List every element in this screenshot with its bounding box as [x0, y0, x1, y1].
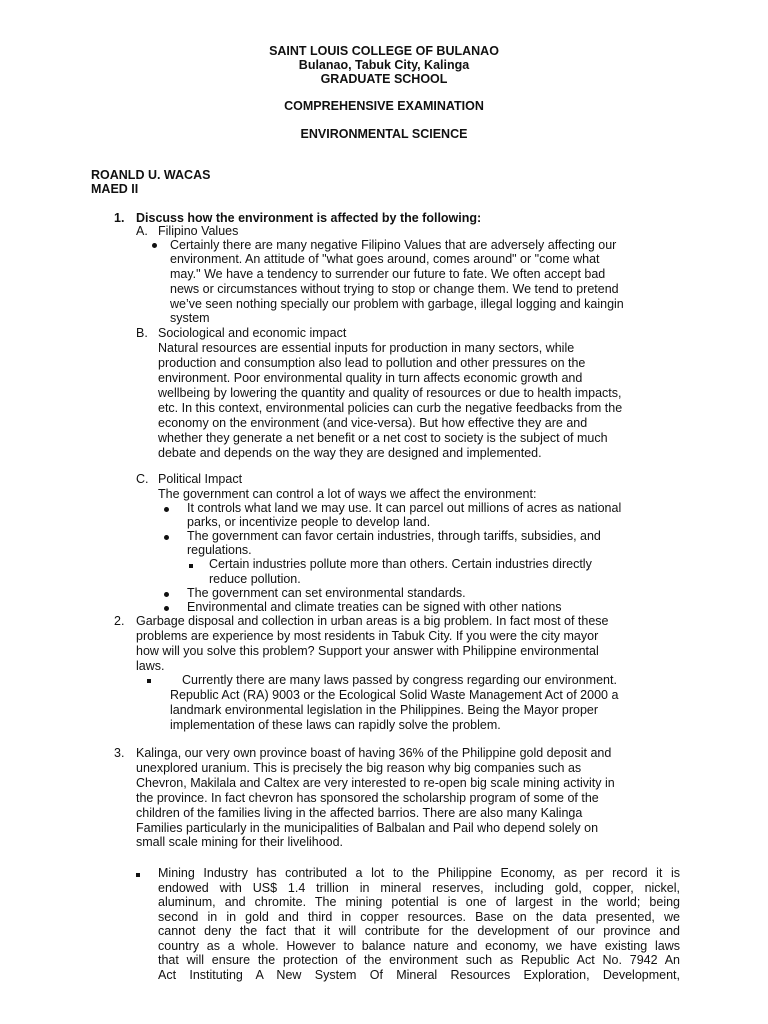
- bullet-dot-icon: [164, 507, 169, 512]
- q2-line: Garbage disposal and collection in urban areas is a big problem. In fact most of these: [136, 614, 609, 628]
- q1b-line: debate and depends on the way they are designed and implemented.: [158, 446, 542, 460]
- q3-answer-line: Mining Industry has contributed a lot to the Philippine Economy, as per record it is: [158, 866, 680, 880]
- q3-line: unexplored uranium. This is precisely the big reason why big companies such as: [136, 761, 582, 775]
- q3-line: Families particularly in the municipalities of Balbalan and Pail who depend solely on: [136, 821, 599, 835]
- bullet-square-icon: [189, 564, 193, 568]
- q3-number: 3.: [114, 746, 125, 760]
- q1b-line: economy on the environment (and vice-versa). But how effective they are and: [158, 416, 588, 430]
- q2-line: problems are experience by most residents in Tabuk City. If you were the city mayor: [136, 629, 599, 643]
- q1a-line: Certainly there are many negative Filipino Values that are adversely affecting our: [170, 238, 617, 252]
- q1-number: 1.: [114, 211, 125, 225]
- exam-title: COMPREHENSIVE EXAMINATION: [284, 99, 484, 113]
- bullet-dot-icon: [164, 535, 169, 540]
- q3-line: the province. In fact chevron has sponsored the scholarship program of some of the: [136, 791, 599, 805]
- q1b-line: whether they generate a net benefit or a net cost to society is the subject of much: [158, 431, 608, 445]
- q2-line: laws.: [136, 659, 165, 673]
- q3-answer-line: country as a whole. However to balance nature and economy, we have existing laws: [158, 939, 680, 953]
- q2-answer-line: implementation of these laws can rapidly solve the problem.: [170, 718, 501, 732]
- q3-answer-line: that will ensure the protection of the environment such as Republic Act No. 7942 An: [158, 953, 680, 967]
- q2-answer-line: landmark environmental legislation in the Philippines. Being the Mayor proper: [170, 703, 599, 717]
- q1c-bullet3: The government can set environmental standards.: [187, 586, 466, 600]
- q1c-sub-line: Certain industries pollute more than others. Certain industries directly: [209, 557, 592, 571]
- q2-number: 2.: [114, 614, 125, 628]
- q1c-bullet2-line: regulations.: [187, 543, 252, 557]
- q2-answer-line: Republic Act (RA) 9003 or the Ecological Solid Waste Management Act of 2000 a: [170, 688, 619, 702]
- q1a-line: environment. An attitude of "what goes around, comes around" or "come what: [170, 252, 600, 266]
- q1-title: Discuss how the environment is affected by the following:: [136, 211, 482, 225]
- q2-line: how will you solve this problem? Support your answer with Philippine environmental: [136, 644, 599, 658]
- q1a-line: we’ve seen nothing specially our problem with garbage, illegal logging and kaingin: [170, 297, 624, 311]
- student-name: ROANLD U. WACAS: [91, 168, 211, 182]
- q1b-line: production and consumption also lead to pollution and other pressures on the: [158, 356, 586, 370]
- q3-line: Kalinga, our very own province boast of having 36% of the Philippine gold deposit and: [136, 746, 612, 760]
- college-name: SAINT LOUIS COLLEGE OF BULANAO: [269, 44, 499, 58]
- q1a-line: system: [170, 311, 210, 325]
- q3-answer-line: cannot deny the fact that it will contribute for the development of our province and: [158, 924, 680, 938]
- q3-answer-line: second in in gold and third in copper resources. Base on the data presented, we: [158, 910, 680, 924]
- q1b-title: Sociological and economic impact: [158, 326, 347, 340]
- q1a-line: may." We have a tendency to surrender our future to fate. We often accept bad: [170, 267, 606, 281]
- q1b-line: Natural resources are essential inputs for production in many sectors, while: [158, 341, 575, 355]
- q1c-bullet4: Environmental and climate treaties can be signed with other nations: [187, 600, 562, 614]
- q1b-line: etc. In this context, environmental policies can curb the negative feedbacks from the: [158, 401, 623, 415]
- bullet-square-icon: [136, 873, 140, 877]
- q1a-line: news or circumstances without trying to stop or change them. We tend to pretend: [170, 282, 619, 296]
- q1c-sub-line: reduce pollution.: [209, 572, 301, 586]
- q1a-title: Filipino Values: [158, 224, 239, 238]
- bullet-dot-icon: [164, 592, 169, 597]
- college-address: Bulanao, Tabuk City, Kalinga: [298, 58, 470, 72]
- q1b-line: environment. Poor environmental quality in turn affects economic growth and: [158, 371, 583, 385]
- q1c-bullet1-line: parks, or incentivize people to develop land.: [187, 515, 431, 529]
- q3-line: children of the families living in the affected barrios. There are also many Kalinga: [136, 806, 583, 820]
- q3-answer-line: Act Instituting A New System Of Mineral Resources Exploration, Development,: [158, 968, 680, 982]
- q1b-line: wellbeing by lowering the quantity and quality of resources or due to health impacts,: [158, 386, 622, 400]
- q1a-letter: A.: [136, 224, 148, 238]
- q1c-bullet2-line: The government can favor certain industries, through tariffs, subsidies, and: [187, 529, 601, 543]
- q2-answer-line: Currently there are many laws passed by congress regarding our environment.: [182, 673, 617, 687]
- bullet-dot-icon: [152, 243, 157, 248]
- q1b-letter: B.: [136, 326, 148, 340]
- q3-answer-line: aluminum, and chromite. The mining potential is one of largest in the world; being: [158, 895, 680, 909]
- student-program: MAED II: [91, 182, 139, 196]
- q1c-letter: C.: [136, 472, 149, 486]
- bullet-square-icon: [147, 679, 151, 683]
- q3-line: small scale mining for their livelihood.: [136, 835, 344, 849]
- subject-title: ENVIRONMENTAL SCIENCE: [300, 127, 468, 141]
- q3-line: Chevron, Makilala and Caltex are very interested to re-open big scale mining activity in: [136, 776, 615, 790]
- q1c-title: Political Impact: [158, 472, 243, 486]
- school-name: GRADUATE SCHOOL: [320, 72, 448, 86]
- q3-answer-line: endowed with US$ 1.4 trillion in mineral reserves, including gold, copper, nickel,: [158, 881, 680, 895]
- q1c-bullet1-line: It controls what land we may use. It can parcel out millions of acres as national: [187, 501, 622, 515]
- q1c-intro: The government can control a lot of ways we affect the environment:: [158, 487, 537, 501]
- bullet-dot-icon: [164, 606, 169, 611]
